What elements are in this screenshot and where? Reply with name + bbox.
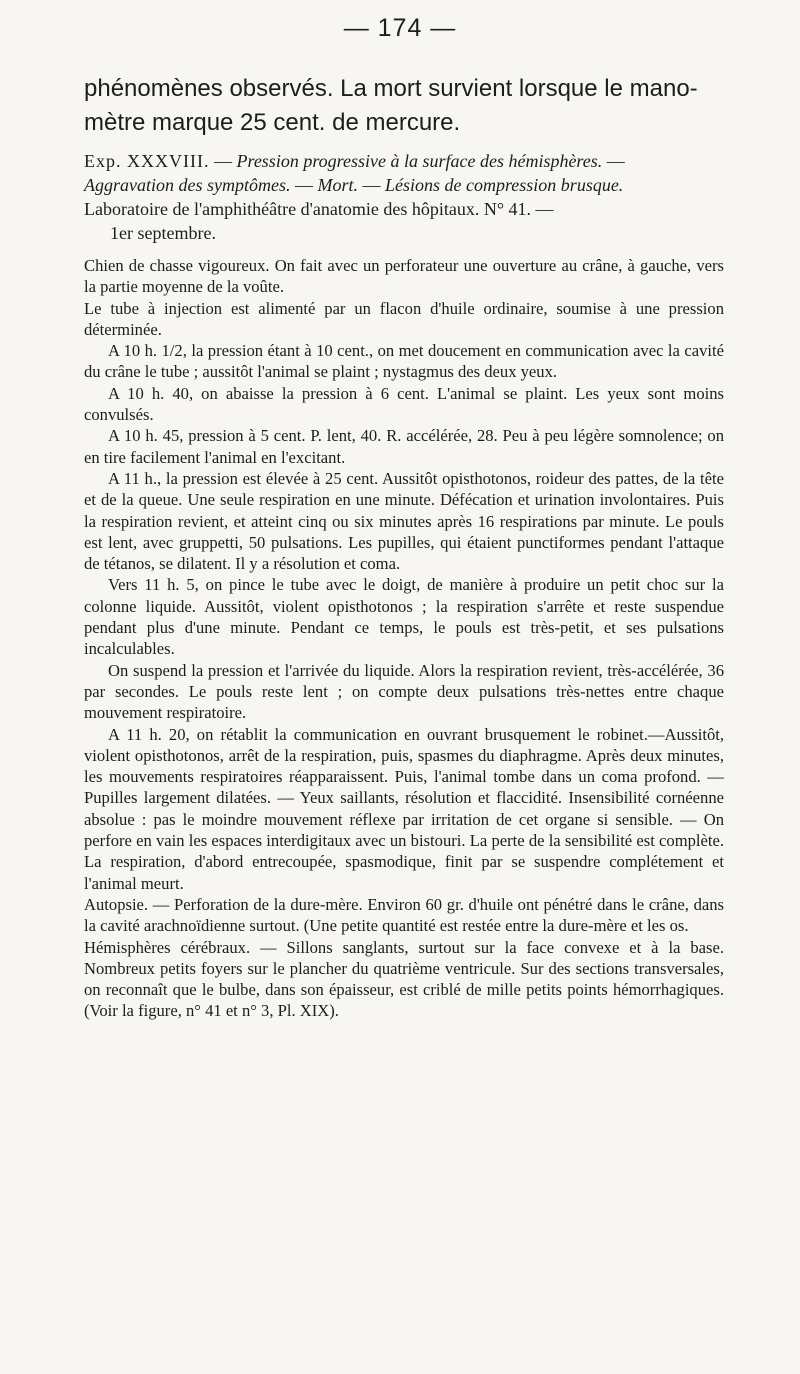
separator: — bbox=[357, 175, 385, 195]
paragraph: Vers 11 h. 5, on pince le tube avec le doigt, de manière à produire un petit choc sur la colonne liquide. Aussitôt, violent opisthotonos ; la respiration s'arrête et reste suspendue pendant plus d'une minute. Pendant ce temps, le pouls est très-petit, et ses pulsations incalculables. bbox=[84, 575, 724, 659]
paragraph: Chien de chasse vigoureux. On fait avec un perforateur une ouverture au crâne, à gauche, vers la partie moyenne de la voûte. bbox=[84, 256, 724, 297]
separator: — bbox=[602, 151, 625, 171]
paragraph: A 11 h. 20, on rétablit la communication en ouvrant brusquement le robinet.—Aussitôt, violent opisthotonos, arrêt de la respiration, puis, spasmes du diaphragme. Après deux minutes, les mouvements respiratoires réapparaissent. Puis, l'animal tombe dans un coma profond. — Pupilles largement dilatées. — Yeux saillants, résolution et flaccidité. Insensibilité cornéenne absolue : pas le moindre mouvement réflexe par irritation de cet organe si sensible. — On perfore en vain les espaces interdigitaux avec un bistouri. La perte de la sensibilité est complète. La respiration, d'abord entrecoupée, spasmodique, finit par se suspendre complétement et l'animal meurt. bbox=[84, 724, 724, 893]
laboratory-line: Laboratoire de l'amphithéâtre d'anatomie des hôpitaux. N° 41. — bbox=[84, 199, 554, 219]
autopsy-paragraph: Autopsie. — Perforation de la dure-mère. Environ 60 gr. d'huile ont pénétré dans le crâne, dans la cavité arachnoïdienne surtout. (Une petite quantité est restée entre la dure-mère et les os. bbox=[84, 894, 724, 936]
experiment-body bbox=[84, 255, 724, 1022]
date-line: 1er septembre. bbox=[110, 223, 216, 243]
experiment-heading bbox=[84, 149, 724, 245]
paragraph: On suspend la pression et l'arrivée du liquide. Alors la respiration revient, très-accélérée, 36 par secondes. Le pouls reste lent ; on compte deux pulsations très-nettes entre chaque mouvement respiratoire. bbox=[84, 660, 724, 723]
experiment-title-d: Lésions de compression brusque. bbox=[384, 175, 624, 195]
paragraph: A 10 h. 45, pression à 5 cent. P. lent, 40. R. accélérée, 28. Peu à peu légère somnolence; on en tire facilement l'animal en l'excitant. bbox=[84, 426, 724, 467]
paragraph: A 10 h. 1/2, la pression étant à 10 cent., on met doucement en communication avec la cavité du crâne le tube ; aussitôt l'animal se plaint ; nystagmus des deux yeux. bbox=[84, 341, 724, 382]
paragraph: A 11 h., la pression est élevée à 25 cent. Aussitôt opisthotonos, roideur des pattes, de la tête et de la queue. Une seule respiration en une minute. Défécation et urination involontaires. Puis la respiration revient, et atteint cinq ou six minutes après 16 respirations par minute. Le pouls est lent, avec gruppetti, 50 pulsations. Les pupilles, qui étaient punctiformes pendant l'attaque de tétanos, se dilatent. Il y a résolution et coma. bbox=[84, 468, 724, 574]
paragraph: A 10 h. 40, on abaisse la pression à 6 cent. L'animal se plaint. Les yeux sont moins convulsés. bbox=[84, 383, 724, 425]
experiment-title-c: Mort. bbox=[317, 175, 358, 195]
separator: — bbox=[290, 175, 318, 195]
paragraph: Le tube à injection est alimenté par un flacon d'huile ordinaire, soumise à une pression déterminée. bbox=[84, 298, 724, 339]
experiment-number: Exp. XXXVIII. bbox=[84, 151, 210, 171]
page-number: — 174 — bbox=[343, 14, 457, 42]
hemispheres-paragraph: Hémisphères cérébraux. — Sillons sanglants, surtout sur la face convexe et à la base. Nombreux petits foyers sur le plancher du quatrième ventricule. Sur des sections transversales, on reconnaît que le bulbe, dans son épaisseur, est criblé de mille petits points hémorrhagiques. (Voir la figure, n° 41 et n° 3, Pl. XIX). bbox=[84, 937, 724, 1021]
separator: — bbox=[209, 151, 237, 171]
lead-paragraph: phénomènes observés. La mort survient lorsque le mano-mètre marque 25 cent. de mercure. bbox=[84, 75, 698, 136]
experiment-title-b: Aggravation des symptômes. bbox=[84, 175, 291, 195]
experiment-title-a: Pression progressive à la surface des hémisphères. bbox=[236, 151, 603, 171]
